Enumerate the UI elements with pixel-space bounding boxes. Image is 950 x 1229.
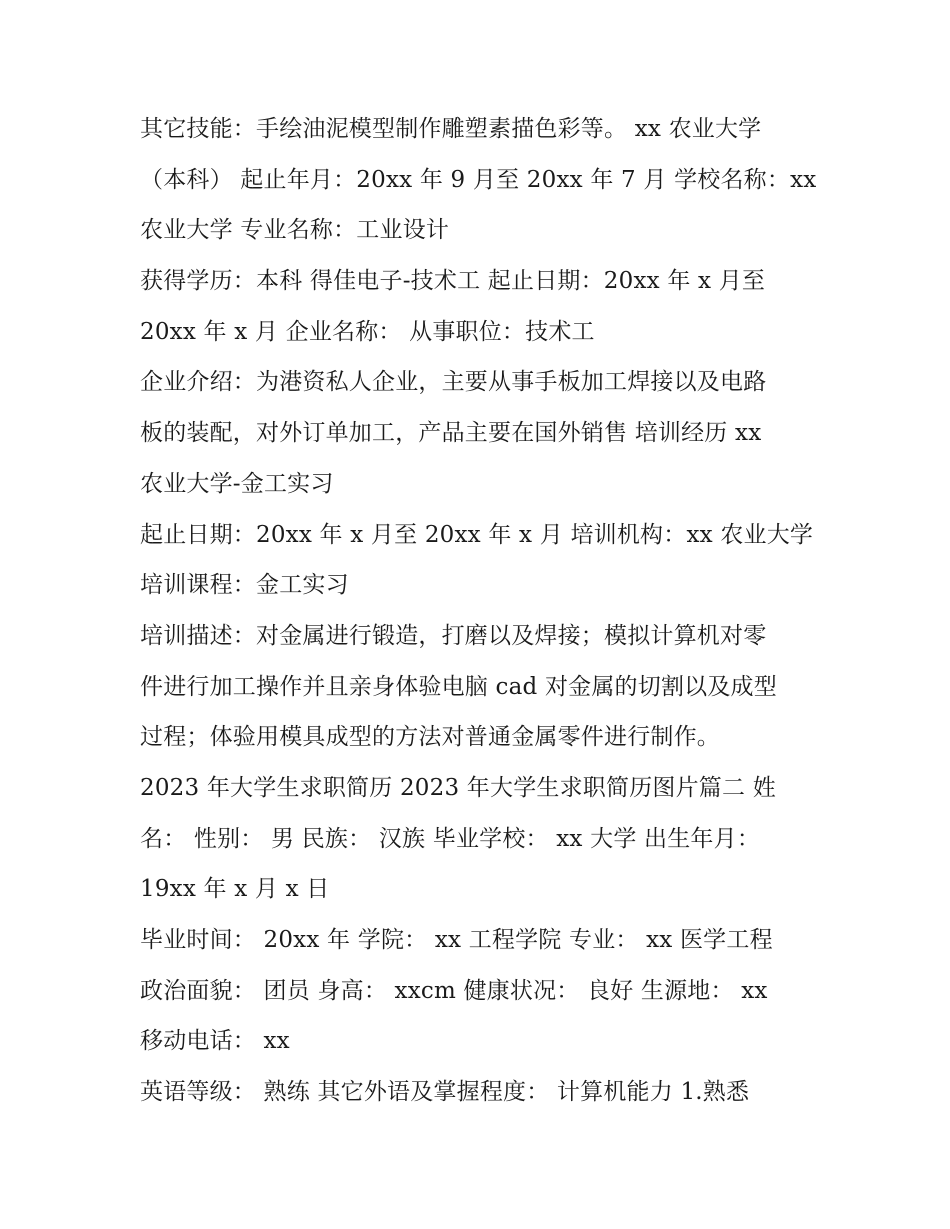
text-line-13: 过程；体验用模具成型的方法对普通金属零件进行制作。 [140,724,720,751]
text-line-15: 名： 性别： 男 民族： 汉族 毕业学校： xx 大学 出生年月： [140,825,761,852]
text-line-14: 2023 年大学生求职简历 2023 年大学生求职简历图片篇二 姓 [140,774,776,801]
text-line-9: 起止日期：20xx 年 x 月至 20xx 年 x 月 培训机构：xx 农业大学 [140,521,814,548]
text-line-6: 企业介绍：为港资私人企业，主要从事手板加工焊接以及电路 [140,369,767,396]
text-line-16: 19xx 年 x 月 x 日 [140,876,330,903]
text-line-7: 板的装配，对外订单加工，产品主要在国外销售 培训经历 xx [140,420,762,447]
text-line-8: 农业大学-金工实习 [140,470,334,497]
text-line-2: （本科） 起止年月：20xx 年 9 月至 20xx 年 7 月 学校名称：xx [140,166,817,193]
text-line-4: 获得学历：本科 得佳电子-技术工 起止日期：20xx 年 x 月至 [140,268,766,295]
text-line-1: 其它技能：手绘油泥模型制作雕塑素描色彩等。 xx 农业大学 [140,116,762,142]
text-line-10: 培训课程：金工实习 [140,572,349,599]
text-line-20: 英语等级： 熟练 其它外语及掌握程度： 计算机能力 1.熟悉 [140,1079,750,1106]
text-line-3: 农业大学 专业名称：工业设计 [140,217,450,244]
text-line-11: 培训描述：对金属进行锻造，打磨以及焊接；模拟计算机对零 [140,622,767,649]
text-line-5: 20xx 年 x 月 企业名称： 从事职位：技术工 [140,318,595,345]
document-body [140,104,820,1118]
text-line-19: 移动电话： xx [140,1028,290,1055]
text-line-12: 件进行加工操作并且亲身体验电脑 cad 对金属的切割以及成型 [140,673,777,700]
text-line-18: 政治面貌： 团员 身高： xxcm 健康状况： 良好 生源地： xx [140,977,768,1004]
text-line-17: 毕业时间： 20xx 年 学院： xx 工程学院 专业： xx 医学工程 [140,927,773,953]
